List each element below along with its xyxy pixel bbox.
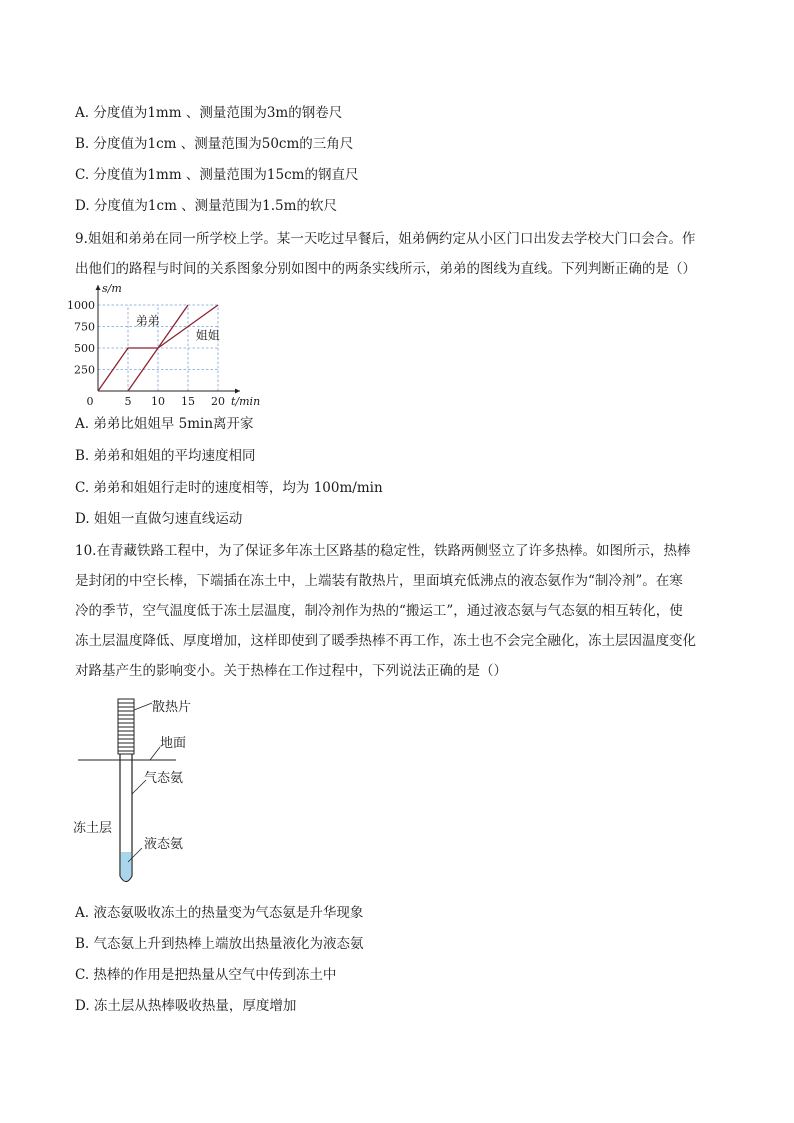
x-tick-label: 15: [181, 395, 195, 408]
q9-stem-line-2: 出他们的路程与时间的关系图象分别如图中的两条实线所示，弟弟的图线为直线。下列判断正确的是（）: [75, 261, 696, 277]
q10-stem-line-3: 冷的季节，空气温度低于冻土层温度，制冷剂作为热的“搬运工”，通过液态氨与气态氨的相互转化，使: [75, 603, 683, 619]
q8-option-b: B. 分度值为1cm 、测量范围为50cm的三角尺: [75, 136, 354, 152]
x-tick-label: 5: [124, 395, 132, 408]
q10-option-a: A. 液态氨吸收冻土的热量变为气态氨是升华现象: [75, 905, 364, 921]
series-label-sister: 姐姐: [195, 328, 220, 343]
q9-option-d: D. 姐姐一直做匀速直线运动: [75, 511, 243, 527]
y-axis-label: s/m: [102, 282, 122, 295]
x-axis-arrow: [235, 389, 240, 394]
label-gas-ammonia: 气态氨: [144, 771, 184, 786]
q10-stem-line-1: 10.在青藏铁路工程中，为了保证多年冻土区路基的稳定性，铁路两侧竖立了许多热棒。如图所示，热棒: [75, 543, 691, 559]
y-tick-label: 750: [74, 320, 95, 334]
q8-option-a: A. 分度值为1mm 、测量范围为3m的钢卷尺: [75, 105, 343, 121]
label-fins: 散热片: [152, 700, 192, 715]
q10-stem-line-5: 对路基产生的影响变小。关于热棒在工作过程中，下列说法正确的是（）: [75, 663, 507, 679]
q10-option-b: B. 气态氨上升到热棒上端放出热量液化为液态氨: [75, 936, 364, 952]
heat-fins: [118, 699, 134, 754]
q10-option-c: C. 热棒的作用是把热量从空气中传到冻土中: [75, 967, 337, 983]
y-axis-arrow: [96, 285, 101, 290]
y-tick-label: 250: [74, 363, 95, 377]
y-tick-label: 500: [74, 342, 95, 355]
q9-option-a: A. 弟弟比姐姐早 5min离开家: [75, 416, 254, 432]
label-ground: 地面: [160, 736, 187, 751]
q9-stem-line-1: 9.姐姐和弟弟在同一所学校上学。某一天吃过早餐后，姐弟俩约定从小区门口出发去学校大门口会合。作: [75, 231, 696, 247]
q8-option-d: D. 分度值为1cm 、测量范围为1.5m的软尺: [75, 198, 337, 214]
label-liquid-ammonia: 液态氨: [144, 837, 184, 852]
label-frozen-soil: 冻土层: [73, 821, 113, 836]
q9-option-b: B. 弟弟和姐姐的平均速度相同: [75, 448, 256, 464]
q10-stem-line-2: 是封闭的中空长棒，下端插在冻土中，上端装有散热片，里面填充低沸点的液态氨作为“制冷剂”。在寒: [75, 573, 683, 589]
q8-option-c: C. 分度值为1mm 、测量范围为15cm的钢直尺: [75, 167, 359, 183]
liquid-ammonia-fill: [121, 852, 132, 881]
x-tick-label: 20: [211, 395, 225, 408]
heat-pipe-figure: [70, 690, 250, 895]
y-tick-label: 1000: [67, 299, 95, 312]
q10-stem-line-4: 冻土层温度降低、厚度增加，这样即使到了暖季热棒不再工作，冻土也不会完全融化，冻土层因温度变化: [75, 633, 696, 649]
origin-label: 0: [86, 395, 94, 408]
x-axis-label: t/min: [231, 395, 261, 408]
q10-option-d: D. 冻土层从热棒吸收热量，厚度增加: [75, 998, 297, 1014]
q9-graph: [60, 278, 261, 410]
x-tick-label: 10: [151, 395, 165, 408]
q9-option-c: C. 弟弟和姐姐行走时的速度相等，均为 100m/min: [75, 480, 383, 496]
series-label-brother: 弟弟: [135, 313, 160, 328]
